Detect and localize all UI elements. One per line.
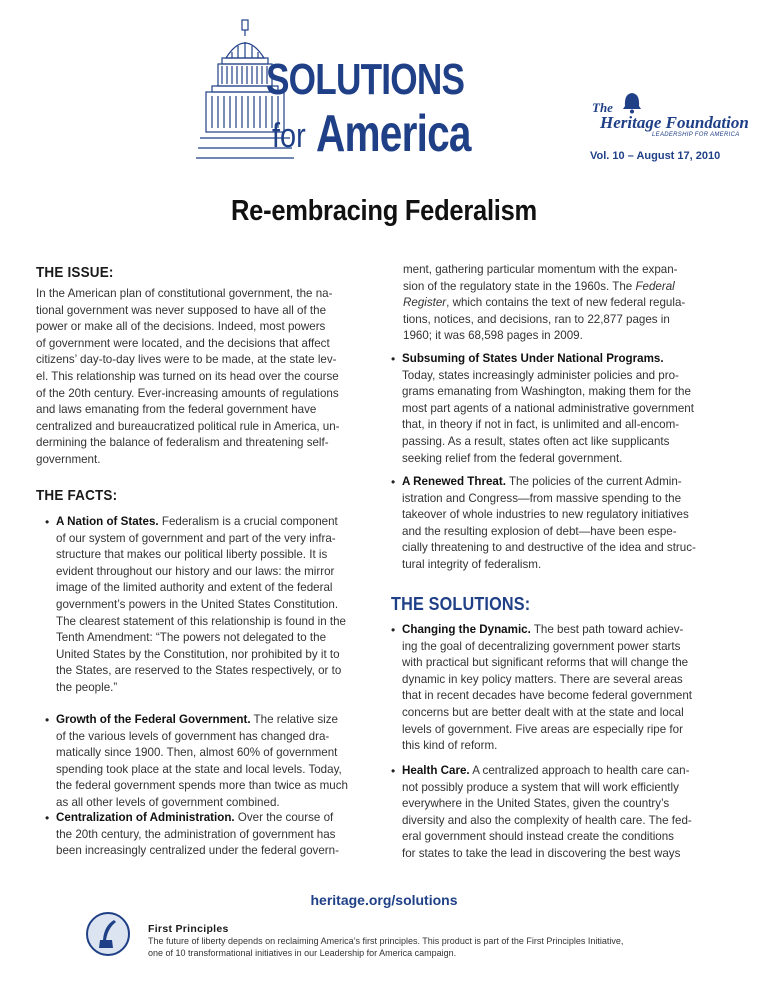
solution-item-health-care — [391, 763, 732, 863]
fact-item-renewed-threat — [391, 474, 732, 574]
fact-lead: Subsuming of States Under National Programs. — [402, 352, 664, 365]
solution-line: ing the goal of decentralizing government power starts — [402, 639, 681, 653]
fact-line: the federal government spends more than twice as much — [56, 779, 348, 793]
masthead-america: America — [316, 105, 471, 163]
fact-item-nation-of-states — [45, 514, 386, 697]
solution-line: not possibly produce a system that will work efficiently — [402, 780, 679, 794]
solution-line: everywhere in the United States, given the country’s — [402, 797, 670, 811]
bullet-icon: • — [391, 623, 396, 637]
solution-line: eral government should instead create the conditions — [402, 830, 674, 844]
first-principles-line: one of 10 transformational initiatives in our Leadership for America campaign. — [148, 947, 457, 958]
continuation-line: , which contains the text of new federal regula- — [446, 296, 686, 310]
fact-line: grams emanating from Washington, making them for the — [402, 385, 691, 399]
fact-line: Tenth Amendment: “The powers not delegated to the — [56, 631, 327, 645]
bullet-icon: • — [391, 475, 396, 489]
bullet-icon: • — [391, 764, 396, 778]
issue-line: tional government was never supposed to have all of the — [36, 303, 327, 317]
fact-line: government’s powers in the United States Constitution. — [56, 597, 339, 611]
solution-line: this kind of reform. — [402, 739, 498, 753]
fact-line: takeover of whole industries to new regulatory initiatives — [402, 508, 689, 522]
federal-word: Federal — [635, 279, 675, 293]
fact-first-line: The relative size — [250, 713, 338, 726]
first-principles-line: The future of liberty depends on reclaiming America’s first principles. This product is part of the First Principles Initiative, — [148, 936, 624, 946]
issue-line: of the 20th century. Ever-increasing amounts of regulations — [36, 386, 339, 400]
fact-lead: Growth of the Federal Government. — [56, 713, 251, 726]
fact-line: passing. As a result, states often act like supplicants — [402, 434, 670, 448]
quill-inkwell-icon — [86, 912, 130, 956]
fact-line: United States by the Constitution, nor prohibited by it to — [56, 647, 340, 661]
fact-line: spending took place at the state and local levels. Today, — [56, 762, 342, 776]
fact-line: the 20th century, the administration of government has — [56, 827, 336, 841]
bullet-icon: • — [391, 352, 396, 366]
issue-paragraph — [36, 286, 376, 469]
footer-url-link[interactable]: heritage.org/solutions — [310, 892, 458, 908]
register-word: Register — [403, 296, 447, 310]
liberty-bell-icon — [620, 92, 644, 114]
fact-lead: A Renewed Threat. — [402, 475, 506, 488]
solution-line: dynamic in key policy matters. There are several areas — [402, 672, 683, 686]
solution-line: levels of government. Five areas are especially ripe for — [402, 722, 683, 736]
page-title: Re-embracing Federalism — [231, 195, 537, 227]
issue-line: centralized and bureaucratized political rule in America, un- — [36, 419, 340, 433]
foundation-name: Heritage Foundation — [600, 113, 749, 132]
solution-lead: Health Care. — [402, 764, 470, 777]
fact-line: seeking relief from the federal government. — [402, 451, 623, 465]
fact-line: as all other levels of government combined. — [56, 795, 280, 809]
bullet-icon: • — [45, 811, 50, 825]
fact-line: of our system of government and part of the very infra- — [56, 531, 336, 545]
fact-line: the States, are reserved to the States respectively, or to — [56, 664, 342, 678]
bullet-icon: • — [45, 713, 50, 727]
issue-line: citizens’ day-to-day lives were to be made, at the state lev- — [36, 353, 337, 367]
issue-line: el. This relationship was turned on its head over the course — [36, 369, 339, 383]
fact-line: been increasingly centralized under the federal govern- — [56, 844, 339, 858]
fact-line: that, in theory if not in fact, is unlimited and all-encom- — [402, 418, 680, 432]
fact-line: of the various levels of government has changed dra- — [56, 729, 330, 743]
solution-first-line: The best path toward achiev- — [530, 623, 684, 636]
issue-heading: THE ISSUE: — [36, 264, 114, 281]
fact-line: and the resulting explosion of debt—have been espe- — [402, 524, 677, 538]
fact-first-line: Federalism is a crucial component — [158, 515, 338, 528]
fact-line: The clearest statement of this relationship is found in the — [56, 614, 347, 628]
solution-line: with practical but significant reforms that will change the — [402, 656, 689, 670]
solution-item-dynamic — [391, 622, 732, 755]
issue-line: and laws emanating from the federal government have — [36, 403, 317, 417]
fact-line: matically since 1900. Then, almost 60% of government — [56, 746, 338, 760]
solution-line: for states to take the lead in discovering the best ways — [402, 846, 681, 860]
solution-line: that in recent decades have become federal government — [402, 689, 693, 703]
fact-line: istration and Congress—from massive spending to the — [402, 491, 682, 505]
fact-line: most part agents of a national administrative government — [402, 401, 694, 415]
solutions-heading: THE SOLUTIONS: — [391, 594, 531, 614]
fact-item-growth — [45, 712, 386, 812]
fact-lead: Centralization of Administration. — [56, 811, 235, 824]
issue-line: power or make all of the decisions. Indeed, most powers — [36, 320, 326, 334]
foundation-tagline: LEADERSHIP FOR AMERICA — [652, 132, 740, 138]
issue-line: of government were located, and the decisions that affect — [36, 336, 330, 350]
fact-lead: A Nation of States. — [56, 515, 159, 528]
facts-heading: THE FACTS: — [36, 487, 118, 504]
masthead-for: for — [272, 117, 306, 155]
solution-line: concerns but are better dealt with at the state and local — [402, 705, 684, 719]
bullet-icon: • — [45, 515, 50, 529]
fact-first-line: The policies of the current Admin- — [505, 475, 682, 488]
first-principles-title: First Principles — [148, 923, 229, 935]
solution-first-line: A centralized approach to health care can- — [469, 764, 690, 777]
fact-line: evident throughout our history and our laws: the mirror — [56, 564, 335, 578]
continuation-line: 1960; it was 68,598 pages in 2009. — [403, 329, 583, 343]
continuation-line: tions, notices, and decisions, ran to 22,877 pages in — [403, 312, 670, 326]
continuation-line: sion of the regulatory state in the 1960s. The — [403, 279, 636, 293]
fact-first-line: Over the course of — [234, 811, 334, 824]
fact-line: tural integrity of federalism. — [402, 557, 542, 571]
fact-line: structure that makes our political liberty possible. It is — [56, 548, 328, 562]
fact-item-subsuming — [391, 351, 732, 467]
volume-date: Vol. 10 – August 17, 2010 — [590, 150, 721, 162]
issue-line: government. — [36, 452, 101, 466]
issue-line: In the American plan of constitutional government, the na- — [36, 287, 333, 300]
solution-lead: Changing the Dynamic. — [402, 623, 531, 636]
fact-line: cially threatening to and destructive of the idea and struc- — [402, 541, 696, 555]
masthead-solutions: SOLUTIONS — [266, 55, 465, 104]
continuation-line: ment, gathering particular momentum with the expan- — [403, 263, 678, 276]
fact-line: Today, states increasingly administer policies and pro- — [402, 368, 679, 382]
foundation-the: The — [592, 100, 613, 115]
fact-item-centralization — [45, 810, 386, 860]
first-principles-text — [148, 936, 708, 959]
issue-line: dermining the balance of federalism and threatening self- — [36, 436, 329, 450]
fact-line: the people.” — [56, 680, 118, 694]
fact-line: image of the limited authority and extent of the federal — [56, 581, 333, 595]
continuation-paragraph — [403, 262, 733, 345]
solution-line: diversity and also the complexity of health care. The fed- — [402, 813, 692, 827]
